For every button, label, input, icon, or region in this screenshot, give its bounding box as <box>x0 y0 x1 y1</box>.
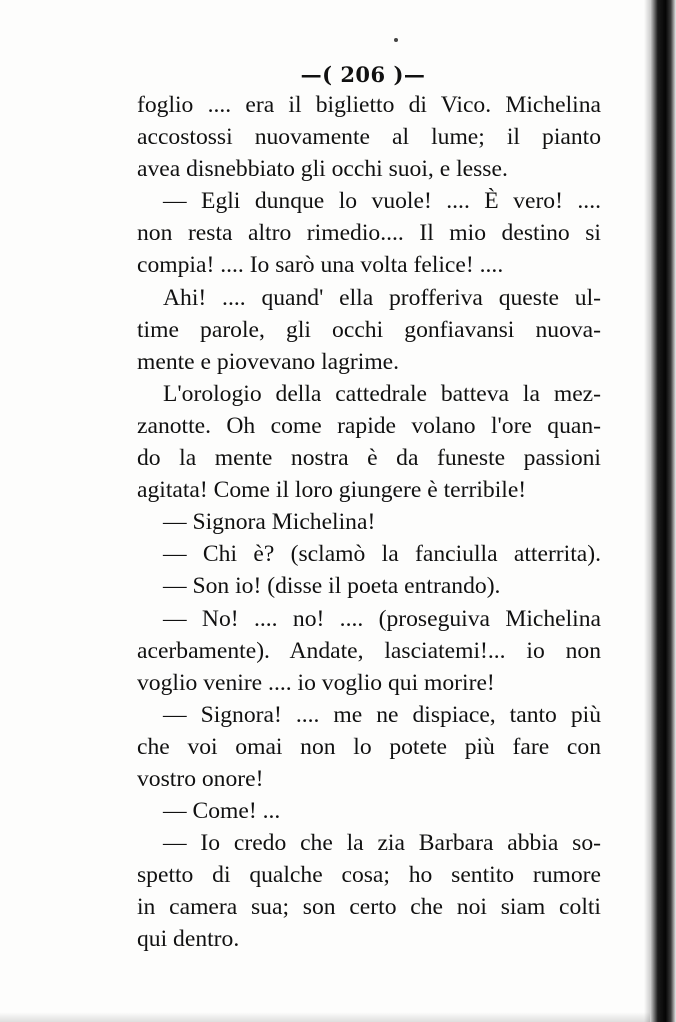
text-line: Ahi! .... quand' ella profferiva queste ul- <box>163 284 601 311</box>
text-line: — Egli dunque lo vuole! .... È vero! .... <box>163 188 601 215</box>
text-line: accostossi nuovamente al lume; il pianto <box>137 124 601 151</box>
page-number: —( 206 )— <box>300 62 426 87</box>
text-line: — No! .... no! .... (proseguiva Michelina <box>163 605 601 632</box>
text-line: che voi omai non lo potete più fare con <box>137 733 601 760</box>
text-line: vostro onore! <box>137 765 264 792</box>
text-line: foglio .... era il biglietto di Vico. Michelina <box>137 92 601 118</box>
text-line: — Signora Michelina! <box>163 509 376 536</box>
text-line: — Chi è? (sclamò la fanciulla atterrita). <box>163 541 601 568</box>
text-line: spetto di qualche cosa; ho sentito rumore <box>137 862 601 889</box>
text-line: mente e piovevano lagrime. <box>137 348 400 375</box>
text-line: acerbamente). Andate, lasciatemi!... io non <box>137 637 601 664</box>
body-text <box>137 89 601 956</box>
text-line: — Io credo che la zia Barbara abbia so- <box>163 830 601 857</box>
text-line: do la mente nostra è da funeste passioni <box>137 445 601 472</box>
ink-speck <box>394 38 398 42</box>
page-binding-edge <box>650 0 676 1022</box>
page-bottom-shadow <box>0 1012 650 1022</box>
text-line: compia! .... Io sarò una volta felice! .... <box>137 252 504 279</box>
text-line: — Son io! (disse il poeta entrando). <box>163 573 501 600</box>
text-line: — Signora! .... me ne dispiace, tanto più <box>163 701 601 728</box>
text-line: L'orologio della cattedrale batteva la mez- <box>163 380 601 407</box>
text-line: time parole, gli occhi gonfiavansi nuova- <box>137 316 601 343</box>
text-line: — Come! ... <box>163 798 281 825</box>
text-line: avea disnebbiato gli occhi suoi, e lesse. <box>137 156 508 183</box>
text-line: non resta altro rimedio.... Il mio destino si <box>137 220 601 247</box>
text-line: voglio venire .... io voglio qui morire! <box>137 669 495 696</box>
text-line: qui dentro. <box>137 926 240 953</box>
text-line: in camera sua; son certo che noi siam colti <box>137 894 601 921</box>
text-line: zanotte. Oh come rapide volano l'ore quan- <box>137 412 601 439</box>
text-line: agitata! Come il loro giungere è terribile! <box>137 477 527 504</box>
